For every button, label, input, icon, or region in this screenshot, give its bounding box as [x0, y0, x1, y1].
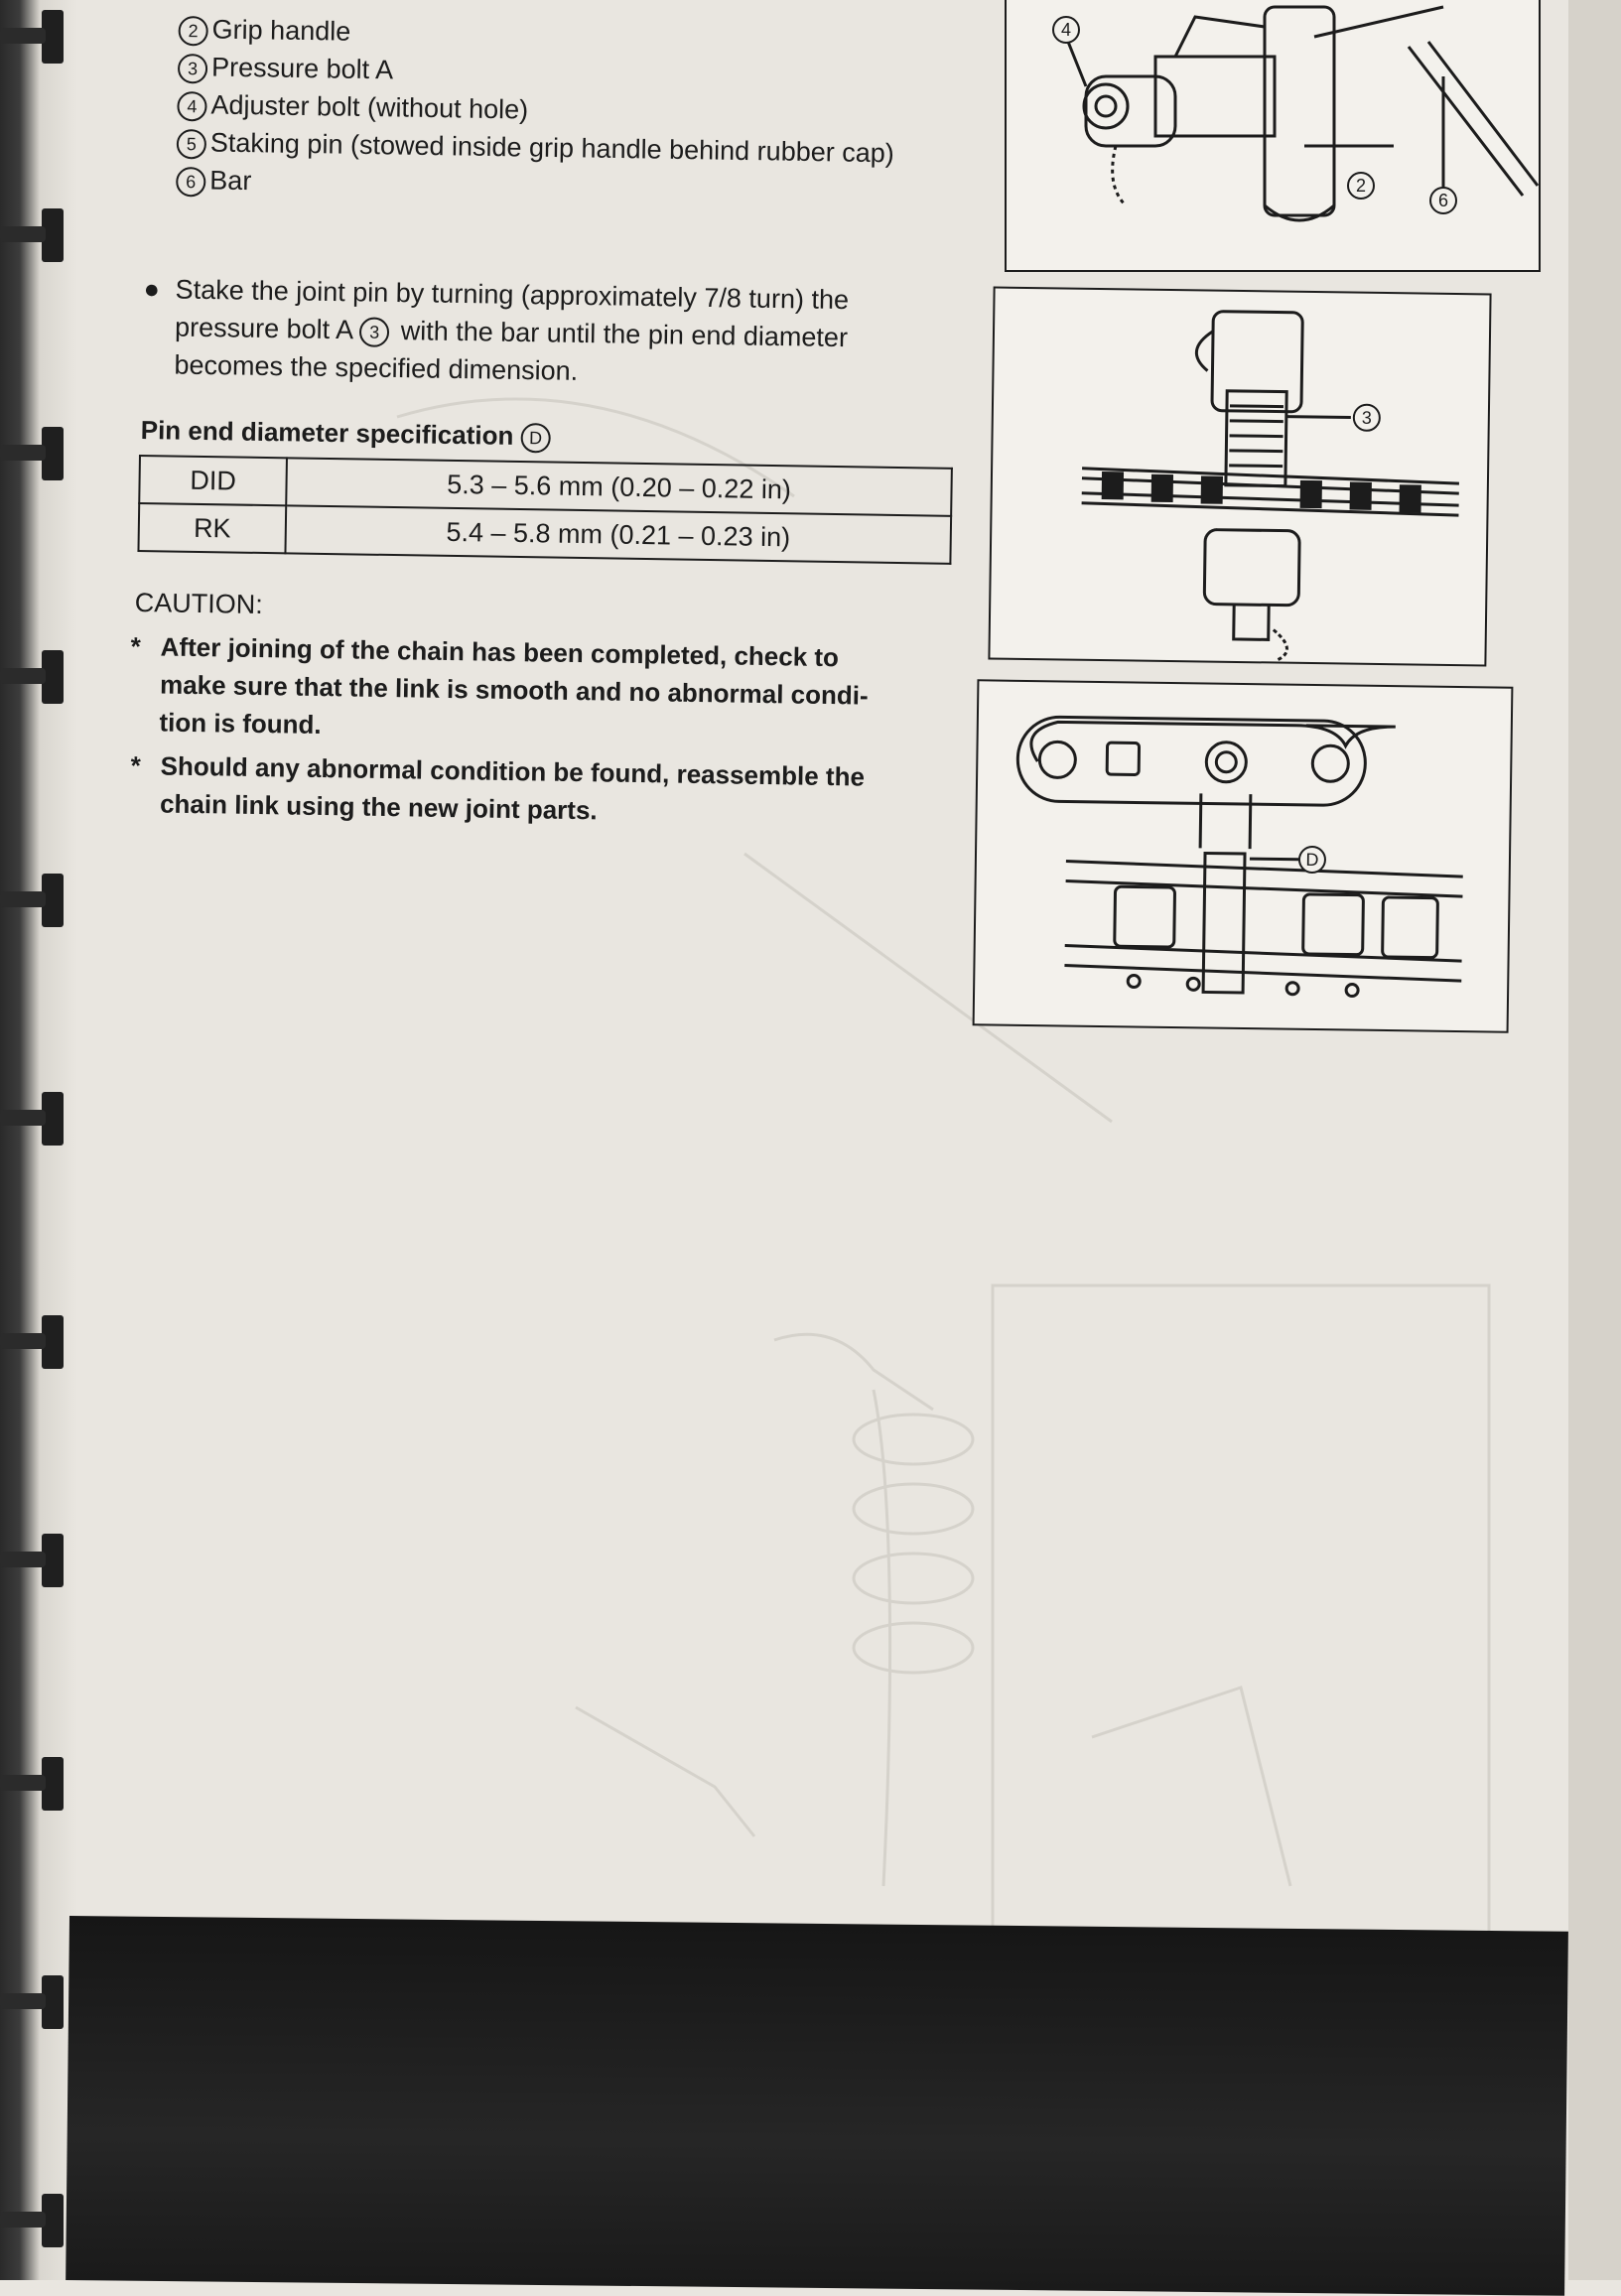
instruction-line: pressure bolt A 3 with the bar until the pin end diameter — [174, 312, 849, 353]
bullet-icon: ● — [143, 273, 161, 305]
diameter-value: 5.3 – 5.6 mm (0.20 – 0.22 in) — [286, 458, 952, 516]
legend-text: Grip handle — [211, 14, 351, 47]
callout-number: 2 — [178, 16, 207, 46]
callout-number: 4 — [177, 91, 206, 121]
chain-brand: RK — [138, 503, 286, 553]
caution-line: make sure that the link is smooth and no abnormal condi- — [159, 669, 869, 711]
legend-text: Adjuster bolt (without hole) — [210, 89, 529, 125]
asterisk-icon: * — [130, 630, 142, 662]
callout-letter: D — [1305, 849, 1319, 871]
staking-drawing — [990, 289, 1489, 665]
caution-line: After joining of the chain has been completed, check to — [160, 631, 840, 673]
staking-figure — [988, 287, 1491, 667]
callout-number: 3 — [359, 317, 389, 346]
caution-heading: CAUTION: — [134, 588, 263, 620]
callout-number: 3 — [1361, 407, 1372, 428]
asterisk-icon: * — [130, 749, 142, 781]
callout-number: 2 — [1355, 176, 1367, 196]
callout-number: 5 — [177, 129, 206, 159]
staking-instruction — [142, 270, 968, 396]
callout-number: 3 — [178, 54, 207, 83]
chain-tool-drawing — [1007, 0, 1539, 270]
pin-diameter-table — [137, 455, 952, 565]
legend-text: Pressure bolt A — [210, 52, 394, 85]
instruction-line: Stake the joint pin by turning (approximately 7/8 turn) the — [175, 274, 850, 316]
caution-line: Should any abnormal condition be found, reassemble the — [160, 750, 866, 792]
callout-number: 4 — [1060, 20, 1072, 40]
caution-line: tion is found. — [159, 707, 322, 741]
legend-text: Staking pin (stowed inside grip handle behind rubber cap) — [209, 127, 894, 169]
spec-title: Pin end diameter specification D — [140, 415, 554, 454]
callout-letter: D — [520, 423, 550, 453]
parts-legend — [176, 10, 896, 209]
diameter-value: 5.4 – 5.8 mm (0.21 – 0.23 in) — [285, 505, 951, 564]
instruction-line: becomes the specified dimension. — [174, 349, 579, 386]
caution-line: chain link using the new joint parts. — [159, 788, 598, 826]
chain-link-drawing — [975, 681, 1512, 1030]
callout-number: 6 — [1437, 191, 1449, 210]
bottom-shadow — [66, 1916, 1568, 2296]
callout-number: 6 — [176, 167, 205, 197]
chain-brand: DID — [139, 456, 287, 505]
caution-item — [129, 627, 955, 753]
chain-tool-figure — [1005, 0, 1541, 272]
chain-link-figure — [973, 679, 1514, 1033]
legend-text: Bar — [209, 165, 252, 197]
caution-item — [130, 746, 955, 835]
